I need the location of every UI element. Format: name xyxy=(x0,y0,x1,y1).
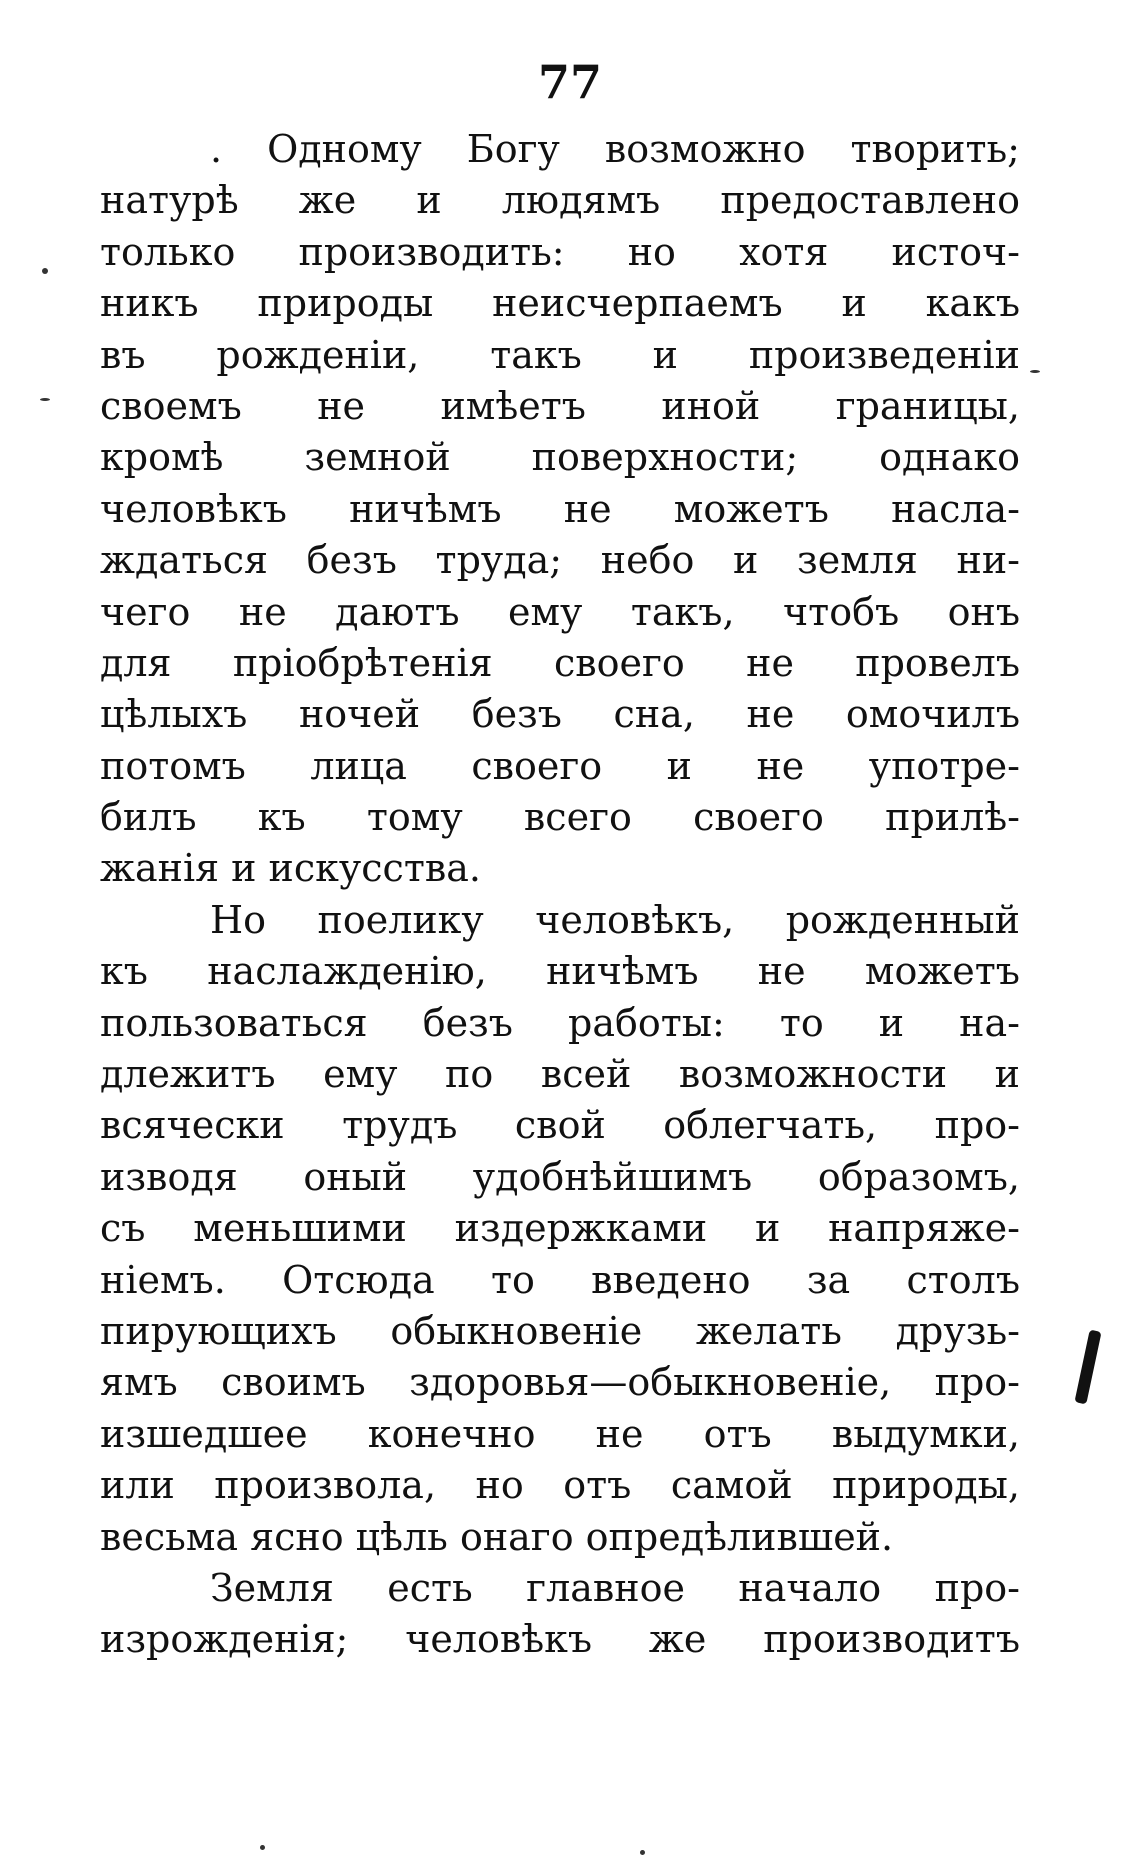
text-line: ждаться безъ труда; небо и земля ни- xyxy=(100,538,1020,583)
text-line: чего не даютъ ему такъ, чтобъ онъ xyxy=(100,589,1020,634)
page-number: 77 xyxy=(537,55,602,109)
text-line: цѣлыхъ ночей безъ сна, не омочилъ xyxy=(100,692,1020,737)
text-line: ямъ своимъ здоровья—обыкновеніе, про- xyxy=(100,1360,1020,1405)
text-line: жанія и искусства. xyxy=(100,846,481,891)
text-line: только производить: но хотя источ- xyxy=(100,229,1020,274)
text-line: весьма ясно цѣль онаго опредѣлившей. xyxy=(100,1514,894,1559)
text-line: изшедшее конечно не отъ выдумки, xyxy=(100,1411,1020,1456)
text-line: . Одному Богу возможно творить; xyxy=(210,127,1020,171)
text-line: пользоваться безъ работы: то и на- xyxy=(100,1000,1020,1045)
text-line: всячески трудъ свой облегчать, про- xyxy=(100,1103,1020,1148)
ink-speck xyxy=(1030,370,1040,373)
text-line: Но поелику человѣкъ, рожденный xyxy=(210,897,1020,942)
text-line: кромѣ земной поверхности; однако xyxy=(100,435,1020,480)
text-line: Земля есть главное начало про- xyxy=(210,1565,1020,1610)
text-line: пирующихъ обыкновеніе желать друзь- xyxy=(100,1308,1020,1353)
text-line: потомъ лица своего и не употре- xyxy=(100,743,1020,788)
text-line: изводя оный удобнѣйшимъ образомъ, xyxy=(100,1154,1020,1199)
text-line: своемъ не имѣетъ иной границы, xyxy=(100,383,1020,428)
text-line: длежитъ ему по всей возможности и xyxy=(100,1052,1020,1097)
ink-speck xyxy=(640,1850,645,1855)
text-line: натурѣ же и людямъ предоставлено xyxy=(100,178,1020,223)
ink-speck xyxy=(42,268,48,274)
margin-mark xyxy=(1074,1330,1101,1405)
text-line: для пріобрѣтенія своего не провелъ xyxy=(100,640,1020,685)
text-line: изрожденія; человѣкъ же производитъ xyxy=(100,1617,1020,1662)
text-line: въ рожденіи, такъ и произведеніи xyxy=(100,332,1020,377)
text-line: къ наслажденію, ничѣмъ не можетъ xyxy=(100,949,1020,994)
text-line: или произвола, но отъ самой природы, xyxy=(100,1463,1020,1508)
text-line: человѣкъ ничѣмъ не можетъ насла- xyxy=(100,486,1020,531)
text-line: никъ природы неисчерпаемъ и какъ xyxy=(100,281,1020,326)
text-line: ніемъ. Отсюда то введено за столъ xyxy=(100,1257,1020,1302)
ink-speck xyxy=(260,1845,265,1850)
body-text xyxy=(100,124,1020,1666)
ink-speck xyxy=(40,398,50,401)
text-line: съ меньшими издержками и напряже- xyxy=(100,1206,1020,1251)
text-line: билъ къ тому всего своего прилѣ- xyxy=(100,795,1020,840)
